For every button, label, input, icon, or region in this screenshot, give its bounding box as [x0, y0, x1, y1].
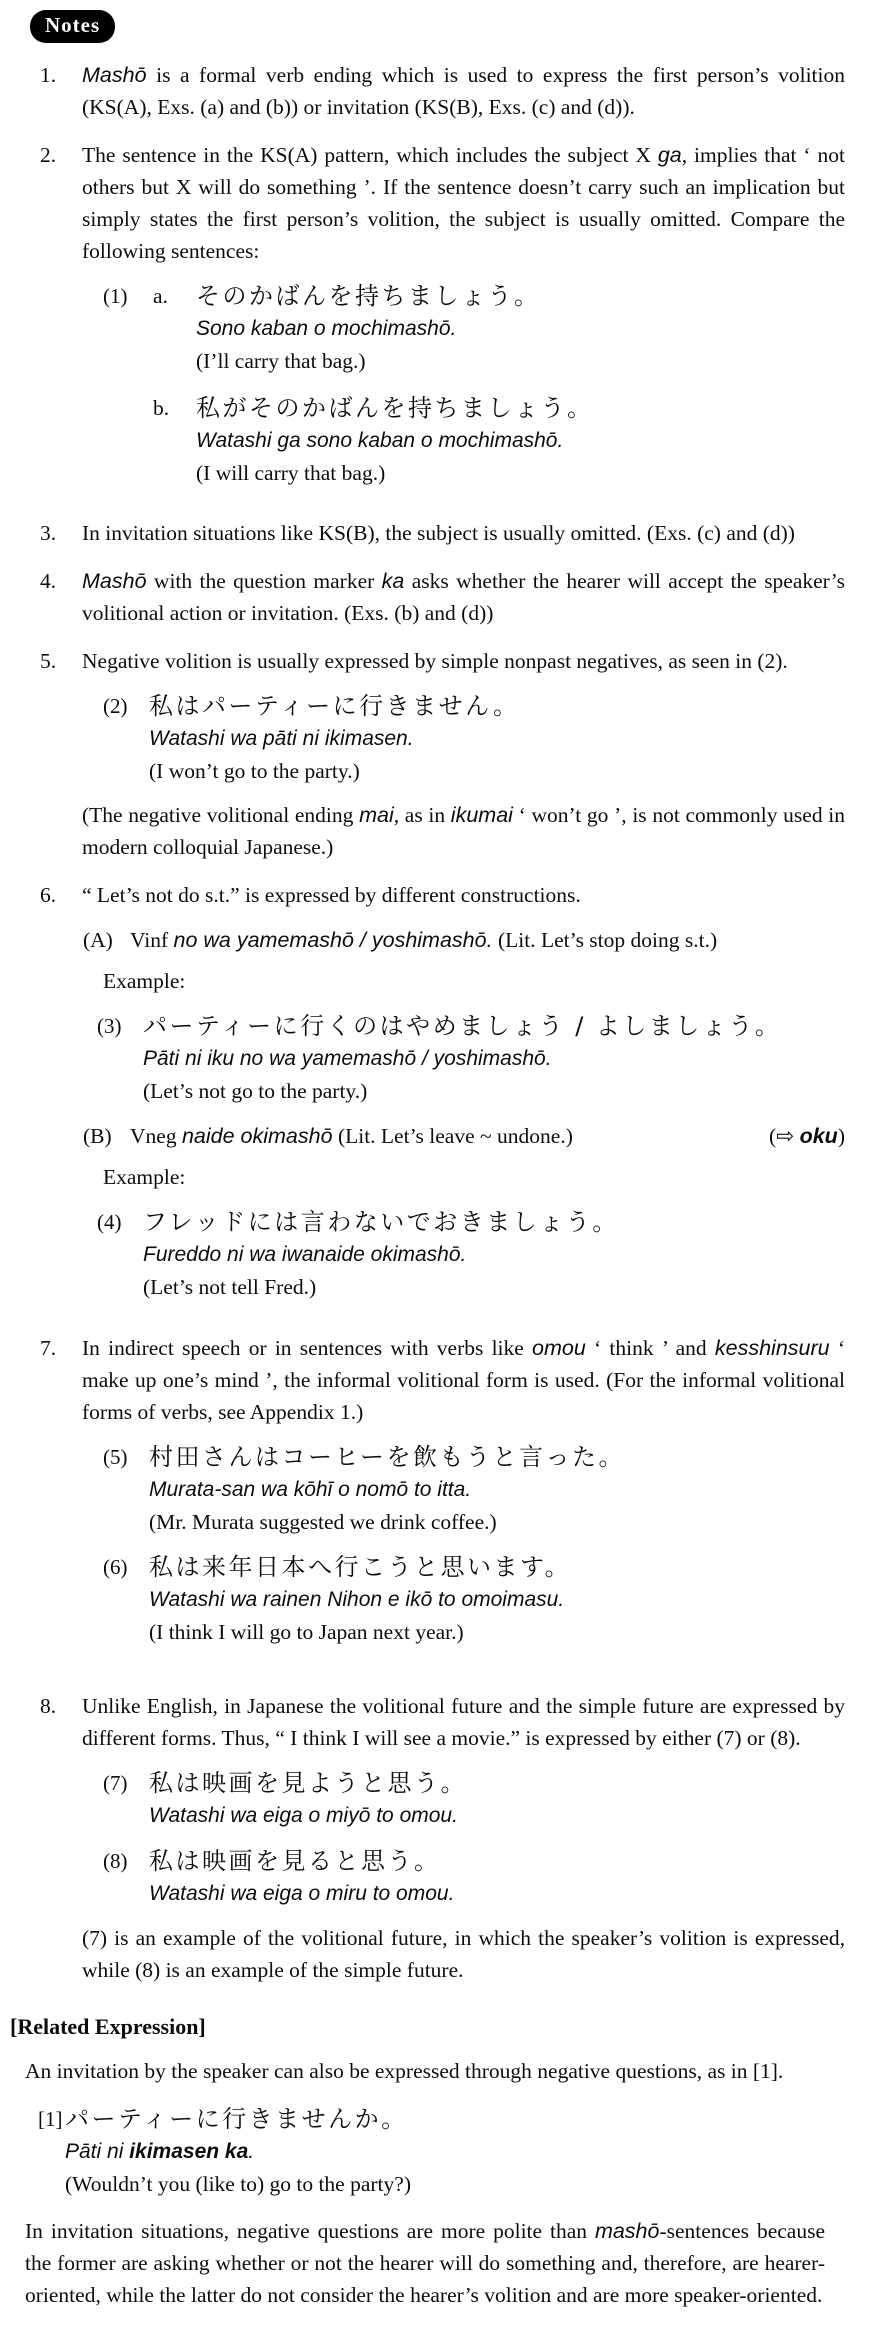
english-gloss: (I will carry that bag.)	[196, 461, 386, 485]
example-marker: (4)	[97, 1210, 122, 1234]
english-gloss: (Let’s not go to the party.)	[143, 1079, 368, 1103]
english-gloss: (I won’t go to the party.)	[149, 759, 360, 783]
english-gloss: (Wouldn’t you (like to) go to the party?)	[65, 2172, 411, 2196]
note-body	[82, 879, 845, 1316]
sentence-block	[149, 1766, 845, 1832]
example-marker: (3)	[97, 1014, 122, 1038]
example-marker: (7)	[103, 1771, 128, 1795]
sentence-block	[149, 1844, 845, 1910]
note-item-4	[40, 565, 845, 629]
note-remark: (The negative volitional ending mai, as in ikumai ‘ won’t go ’, is not commonly used in modern colloquial Japanese.)	[82, 803, 845, 859]
note-number: 6.	[40, 883, 57, 907]
english-gloss: (I think I will go to Japan next year.)	[149, 1620, 464, 1644]
note-item-2	[40, 139, 845, 501]
construction-label: (A)	[83, 928, 113, 952]
japanese-sentence: 私はパーティーに行きません。	[149, 692, 520, 720]
note-paragraph: Negative volition is usually expressed by simple nonpast negatives, as seen in (2).	[82, 649, 788, 673]
example-marker: (8)	[103, 1849, 128, 1873]
romaji-sentence: Watashi wa eiga o miru to omou.	[149, 1882, 455, 1905]
sentence-block	[65, 2102, 845, 2200]
note-number: 2.	[40, 143, 57, 167]
note-paragraph: Unlike English, in Japanese the volitional future and the simple future are expressed by different forms. Thus, “ I think I will see a movie.” is expressed by either (7) or (8).	[82, 1694, 845, 1750]
sentence-block	[149, 1440, 845, 1538]
related-example-1	[38, 2102, 845, 2200]
example-letter: b.	[153, 396, 170, 420]
romaji-sentence: Pāti ni ikimasen ka.	[65, 2140, 255, 2163]
example-6	[103, 1550, 845, 1648]
related-expression-heading: [Related Expression]	[10, 2014, 206, 2039]
romaji-sentence: Pāti ni iku no wa yamemashō / yoshimashō.	[143, 1047, 552, 1070]
example-marker: (5)	[103, 1445, 128, 1469]
english-gloss: (Let’s not tell Fred.)	[143, 1275, 317, 1299]
note-body	[82, 139, 845, 501]
example-letter: a.	[153, 284, 168, 308]
sentence-block	[196, 391, 845, 489]
note-number: 7.	[40, 1336, 57, 1360]
japanese-sentence: 村田さんはコーヒーを飲もうと言った。	[149, 1443, 626, 1471]
note-paragraph: The sentence in the KS(A) pattern, which includes the subject X ga, implies that ‘ not others but X will do something ’. If the sentence doesn’t carry such an implication but simply states the first person’s volition, the subject is usually omitted. Compare the following sentences:	[82, 143, 845, 263]
related-paragraph: An invitation by the speaker can also be expressed through negative questions, as in [1].	[25, 2059, 784, 2083]
romaji-sentence: Murata-san wa kōhī o nomō to itta.	[149, 1478, 472, 1501]
note-paragraph: In invitation situations like KS(B), the subject is usually omitted. (Exs. (c) and (d))	[82, 521, 795, 545]
example-7	[103, 1766, 845, 1832]
note-number: 3.	[40, 521, 57, 545]
construction-A	[83, 924, 845, 1107]
japanese-sentence: 私がそのかばんを持ちましょう。	[196, 394, 594, 422]
note-body	[82, 645, 845, 863]
note-paragraph: Mashō is a formal verb ending which is used to express the first person’s volition (KS(A), Exs. (a) and (b)) or invitation (KS(B), Exs. (c) and (d)).	[82, 63, 845, 119]
example-marker: [1]	[38, 2107, 63, 2131]
construction-pattern: Vneg naide okimashō (Lit. Let’s leave ~ undone.)	[130, 1124, 573, 1148]
notes-section-badge: Notes	[30, 10, 115, 43]
note-number: 4.	[40, 569, 57, 593]
cross-reference-oku: (⇨ oku)	[769, 1124, 845, 1148]
note-paragraph: Mashō with the question marker ka asks whether the hearer will accept the speaker’s volitional action or invitation. (Exs. (b) and (d))	[82, 569, 845, 625]
sentence-block	[149, 1550, 845, 1648]
notes-list	[40, 59, 845, 1986]
example-marker: (1)	[103, 284, 128, 308]
example-1a	[153, 279, 845, 377]
japanese-sentence: 私は映画を見ようと思う。	[149, 1769, 467, 1797]
construction-label: (B)	[83, 1124, 112, 1148]
romaji-sentence: Watashi ga sono kaban o mochimashō.	[196, 429, 564, 452]
sentence-block	[143, 1205, 845, 1303]
japanese-sentence: そのかばんを持ちましょう。	[196, 282, 541, 310]
construction-head	[83, 1120, 845, 1152]
english-gloss: (I’ll carry that bag.)	[196, 349, 366, 373]
japanese-sentence: パーティーに行くのはやめましょう / よしましょう。	[143, 1012, 782, 1040]
note-item-1	[40, 59, 845, 123]
romaji-sentence: Fureddo ni wa iwanaide okimashō.	[143, 1243, 467, 1266]
note-body	[82, 517, 845, 549]
lettered-examples	[153, 279, 845, 489]
romaji-sentence: Sono kaban o mochimashō.	[196, 317, 457, 340]
example-word: Example:	[103, 1165, 186, 1189]
note-item-7	[40, 1332, 845, 1660]
example-word: Example:	[103, 969, 186, 993]
note-body	[82, 1690, 845, 1986]
sentence-block	[149, 689, 845, 787]
construction-B	[83, 1120, 845, 1303]
example-1b	[153, 391, 845, 489]
note-number: 5.	[40, 649, 57, 673]
example-8	[103, 1844, 845, 1910]
note-item-6	[40, 879, 845, 1316]
note-item-8	[40, 1690, 845, 1986]
example-3	[97, 1009, 845, 1107]
romaji-sentence: Watashi wa rainen Nihon e ikō to omoimasu.	[149, 1588, 565, 1611]
note-body	[82, 565, 845, 629]
note-paragraph: “ Let’s not do s.t.” is expressed by different constructions.	[82, 883, 581, 907]
example-2	[103, 689, 845, 787]
note-remark: (7) is an example of the volitional future, in which the speaker’s volition is expressed, while (8) is an example of the simple future.	[82, 1926, 845, 1982]
note-item-3	[40, 517, 845, 549]
japanese-sentence: 私は映画を見ると思う。	[149, 1847, 441, 1875]
related-expression-section	[10, 2012, 845, 2311]
sentence-block	[143, 1009, 845, 1107]
example-group-1	[103, 279, 845, 489]
note-item-5	[40, 645, 845, 863]
note-paragraph: In indirect speech or in sentences with verbs like omou ‘ think ’ and kesshinsuru ‘ make up one’s mind ’, the informal volitional form is used. (For the informal volitional forms of verbs, see Appendix 1.)	[82, 1336, 845, 1424]
romaji-sentence: Watashi wa eiga o miyō to omou.	[149, 1804, 458, 1827]
japanese-sentence: フレッドには言わないでおきましょう。	[143, 1208, 619, 1236]
construction-pattern: Vinf no wa yamemashō / yoshimashō. (Lit. Let’s stop doing s.t.)	[130, 928, 718, 952]
related-paragraph: In invitation situations, negative questions are more polite than mashō-sentences because the former are asking whether or not the hearer will do something and, therefore, are hearer-oriented, while the latter do not consider the hearer’s volition and are more speaker-oriented.	[25, 2219, 825, 2307]
japanese-sentence: パーティーに行きませんか。	[65, 2105, 408, 2133]
example-marker: (6)	[103, 1555, 128, 1579]
romaji-sentence: Watashi wa pāti ni ikimasen.	[149, 727, 414, 750]
note-body	[82, 59, 845, 123]
sentence-block	[196, 279, 845, 377]
note-body	[82, 1332, 845, 1660]
example-marker: (2)	[103, 694, 128, 718]
construction-head	[83, 924, 845, 956]
note-number: 8.	[40, 1694, 57, 1718]
example-4	[97, 1205, 845, 1303]
english-gloss: (Mr. Murata suggested we drink coffee.)	[149, 1510, 497, 1534]
example-5	[103, 1440, 845, 1538]
japanese-sentence: 私は来年日本へ行こうと思います。	[149, 1553, 572, 1581]
note-number: 1.	[40, 63, 57, 87]
